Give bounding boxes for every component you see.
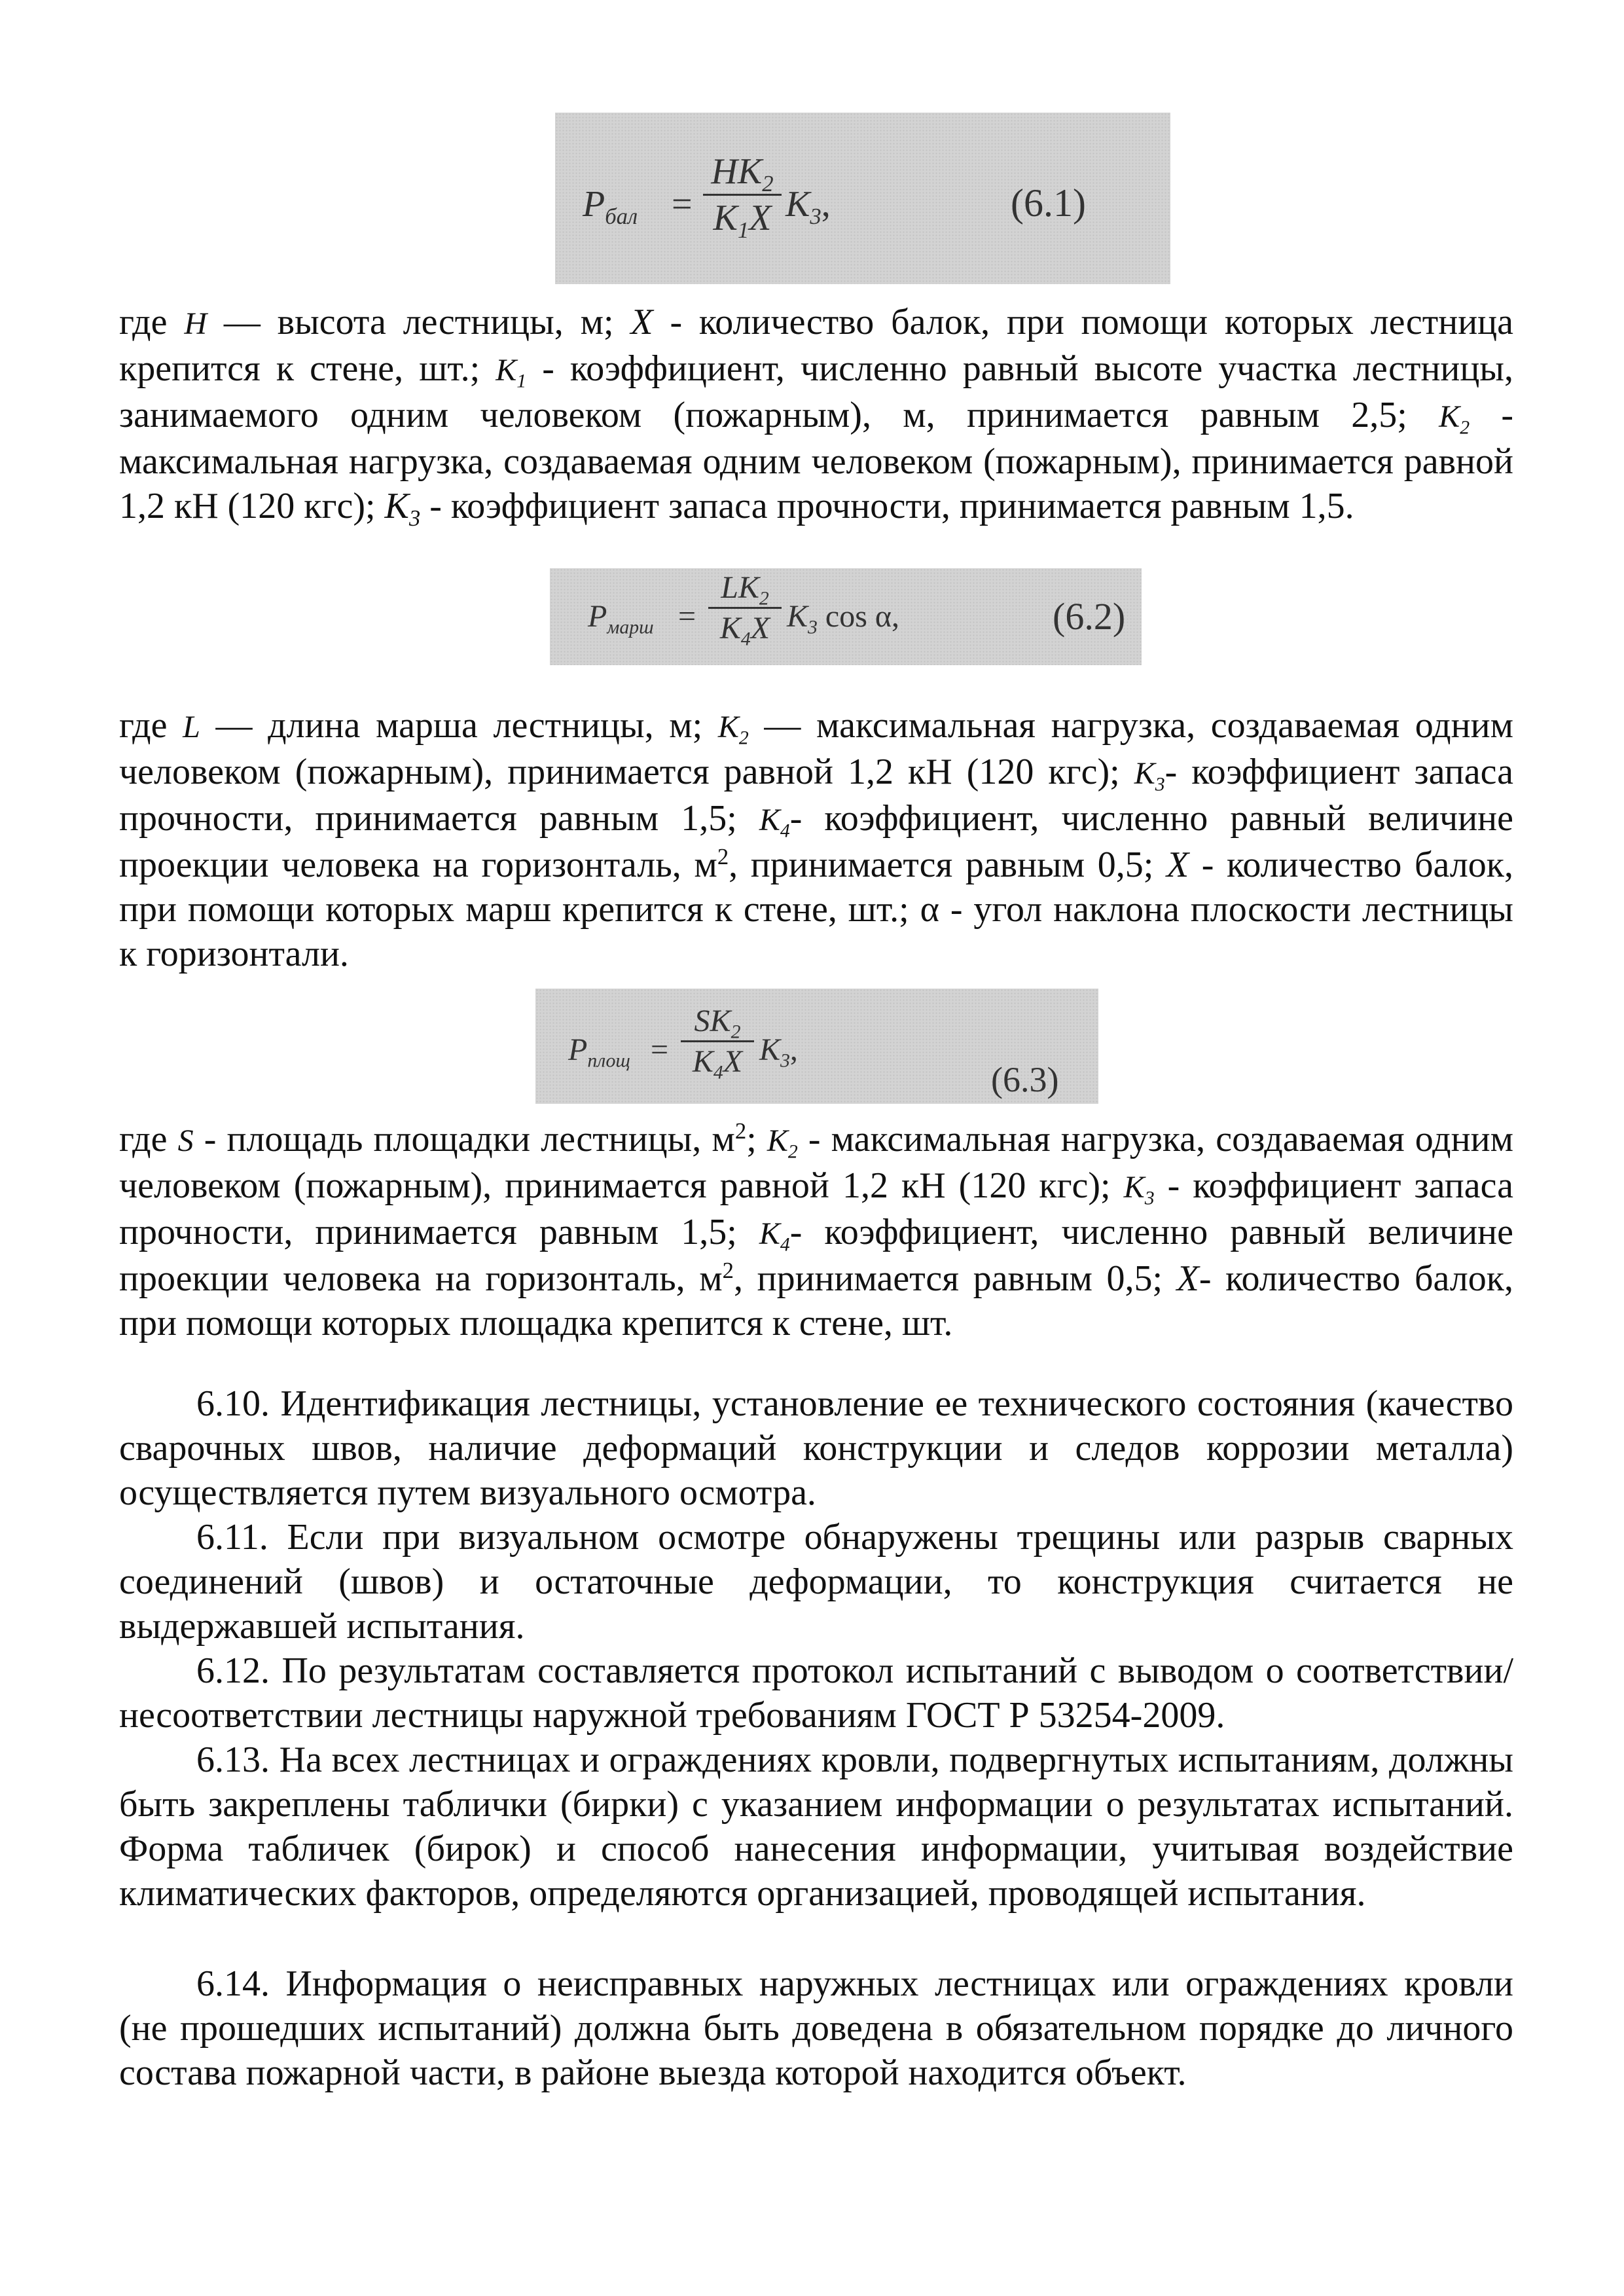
formula-den-sub: 4 [713,1061,723,1084]
formula-6-3: $P_{площ}$ = $SK_2$ $K_4X$ $K_3$, (6.3) [535,989,1098,1104]
formula-6-2: $P_{марш}$ = $LK_2$ $K_4X$ $K_3$ cos α, (6.2) [550,568,1142,665]
formula-tail-sub: 3 [780,1049,790,1072]
formula-num-sub: 2 [759,587,769,610]
formula-denominator: K [692,1044,713,1080]
item-6-10: 6.10. Идентификация лестницы, установление ее технического состояния (качество сварочных швов, наличие деформаций конструкции и следов коррозии металла) осуществляется путем визуального осмотра. [119,1383,1513,1513]
var-s: S [177,1123,194,1158]
formula-number: (6.3) [991,1060,1059,1099]
var-h: H [184,306,208,341]
formula-lhs: P [588,599,607,634]
formula-tail: K [759,1032,781,1067]
item-6-12: 6.12. По результатам составляется протокол испытаний с выводом о соответствии/несоответствии лестницы наружной требованиям ГОСТ Р 53254-2009. [119,1650,1513,1736]
formula-den-tail: X [749,198,772,239]
formula-number: (6.1) [1011,181,1086,225]
var-x: X [1166,845,1189,885]
formula-tail: K [785,184,810,225]
formula-den-sub: 4 [740,628,751,650]
formula-numerator: SK [694,1004,731,1038]
formula-numerator: LK [721,570,759,605]
formula-tail-rest: cos α, [817,599,900,634]
formula-lhs-sub: марш [607,616,654,638]
formula-denominator: K [719,611,741,646]
item-6-14: 6.14. Информация о неисправных наружных лестницах или ограждениях кровли (не прошедших испытаний) должна быть доведена в обязательном порядке до личного состава пожарной части, в районе выезда которой находится объект. [119,1963,1513,2093]
formula-tail-rest: , [821,184,831,225]
formula-lhs-sub: площ [587,1049,630,1072]
formula-tail: K [787,599,808,634]
formula-lhs-sub: бал [605,204,638,230]
formula-tail-rest: , [789,1032,798,1067]
formula-tail-sub: 3 [810,204,821,230]
formula-den-tail: X [750,611,770,646]
formula-number: (6.2) [1053,595,1126,638]
item-6-11: 6.11. Если при визуальном осмотре обнаружены трещины или разрыв сварных соединений (швов) и остаточные деформации, то конструкция считается не выдержавшей испытания. [119,1517,1513,1647]
formula-den-sub: 1 [737,217,749,244]
paragraph-formula-6-3-definitions: где S - площадь площадки лестницы, $м^2$; $K_2$ - максимальная нагрузка, создаваемая одним человеком (пожарным), принимается равной 1,2 кН (120 кгс); $K_3$ - коэффициент запаса прочности, принимается равным 1,5; $K_4-$ коэффициент, численно равный величине проекции человека на горизонталь, $м^2$, принимается равным 0,5; X- количество балок, при помощи которых площадка крепится к стене, шт. [119,1118,1514,1343]
formula-6-1: $P_{бал}$ = $HK_2$ $K_1X$ $K_3$, (6.1) [555,113,1170,284]
var-l: L [183,710,200,744]
paragraph-formula-6-2-definitions: где L — длина марша лестницы, м; $K_2$ — максимальная нагрузка, создаваемая одним человеком (пожарным), принимается равной 1,2 кН (120 кгс); $K_3-$ коэффициент запаса прочности, принимается равным 1,5; $K_4-$ коэффициент, численно равный величине проекции человека на горизонталь, $м^2$, принимается равным 0,5; X - количество балок, при помощи которых марш крепится к стене, шт.; α - угол наклона плоскости лестницы к горизонтали. [119,705,1514,974]
var-x: X [630,302,653,342]
formula-tail-sub: 3 [808,616,818,638]
formula-den-tail: X [723,1044,743,1080]
formula-lhs: P [568,1032,588,1067]
item-6-13: 6.13. На всех лестницах и ограждениях кровли, подвергнутых испытаниям, должны быть закреплены таблички (бирки) с указанием информации о результатах испытаний. Форма табличек (бирок) и способ нанесения информации, учитывая воздействие климатических факторов, определяются организацией, проводящей испытания. [119,1740,1513,1914]
paragraph-formula-6-1-definitions: где H — высота лестницы, м; X - количество балок, при помощи которых лестница крепится к стене, шт.; $K_1$ - коэффициент, численно равный высоте участка лестницы, занимаемого одним человеком (пожарным), м, принимается равным 2,5; $K_2$ - максимальная нагрузка, создаваемая одним человеком (пожарным), принимается равной 1,2 кН (120 кгс); $K_3$ - коэффициент запаса прочности, принимается равным 1,5. [119,302,1514,532]
formula-denominator: K [713,198,738,239]
formula-num-sub: 2 [762,171,774,197]
formula-numerator: HK [711,151,763,192]
formula-num-sub: 2 [731,1021,741,1043]
formula-lhs: P [583,184,605,225]
var-x: X [1176,1258,1199,1299]
